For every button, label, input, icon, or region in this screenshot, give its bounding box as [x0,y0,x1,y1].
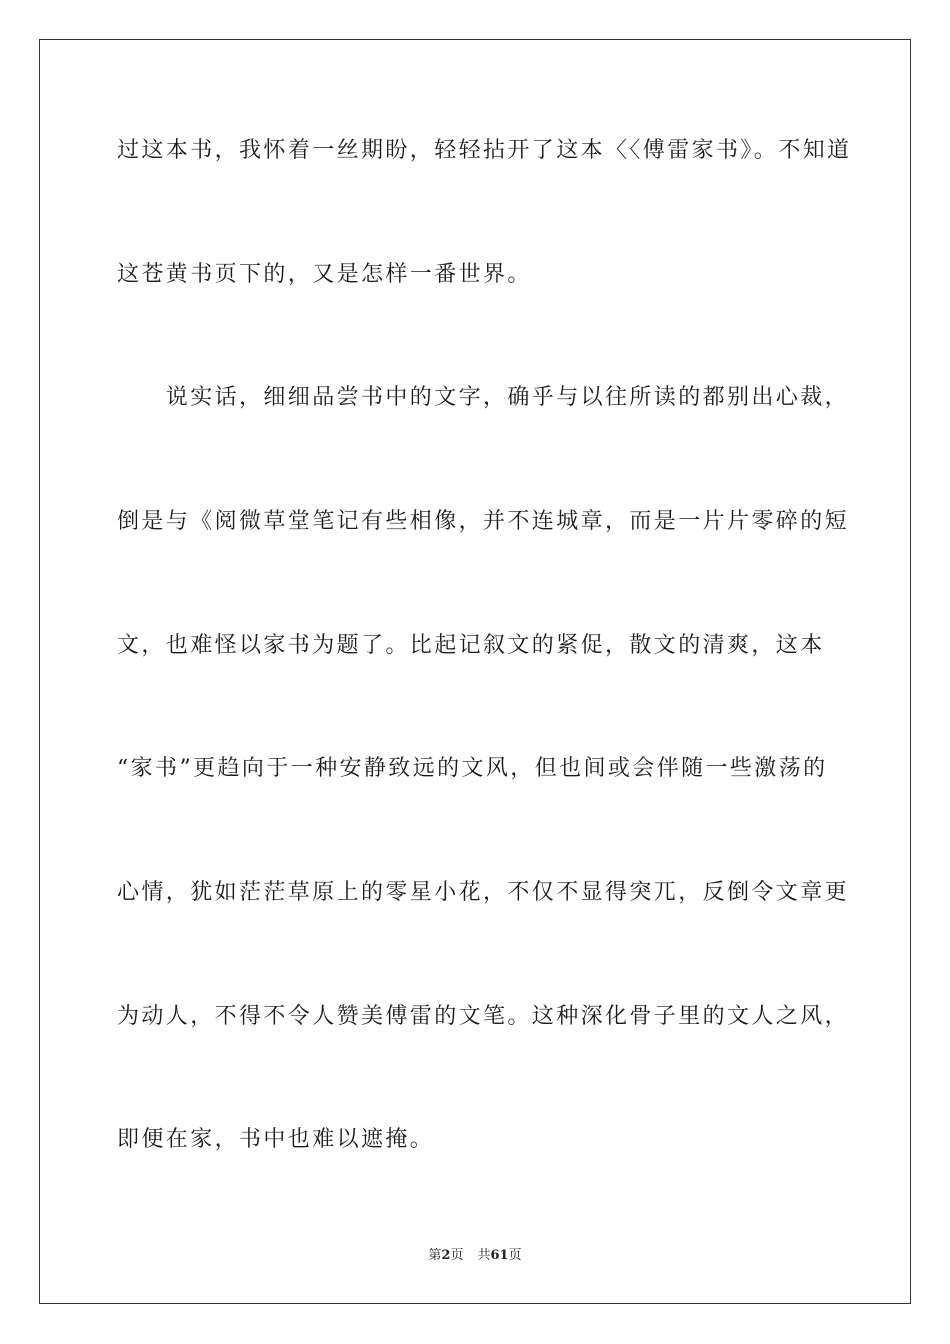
page-suffix: 页 [450,1248,464,1263]
body-text-line-3: 说实话，细细品尝书中的文字，确乎与以往所读的都别出心裁， [117,385,850,410]
total-prefix: 共 [477,1248,491,1263]
page-indicator [428,1248,463,1263]
page-prefix: 第 [428,1248,442,1263]
total-pages-indicator [477,1248,521,1263]
body-text-line-9: 即便在家，书中也难以遮掩。 [117,1127,435,1152]
page-footer [0,1247,950,1265]
body-text-line-7: 心情，犹如茫茫草原上的零星小花，不仅不显得突兀，反倒令文章更 [117,880,850,905]
page-border [39,39,911,1304]
body-text-line-1: 过这本书，我怀着一丝期盼，轻轻拈开了这本〈〈傅雷家书》。不知道 [117,138,852,163]
page-number: 2 [441,1248,451,1263]
body-text-line-2: 这苍黄书页下的，又是怎样一番世界。 [117,262,532,287]
body-text-line-6: “家书”更趋向于一种安静致远的文风，但也间或会伴随一些激荡的 [117,756,828,781]
total-suffix: 页 [508,1248,522,1263]
total-pages: 61 [490,1248,509,1263]
body-text-line-5: 文，也难怪以家书为题了。比起记叙文的紧促，散文的清爽，这本 [117,633,825,658]
body-text-line-4: 倒是与《阅微草堂笔记有些相像，并不连城章，而是一片片零碎的短 [117,509,850,534]
body-text-line-8: 为动人，不得不令人赞美傅雷的文笔。这种深化骨子里的文人之风， [117,1004,850,1029]
